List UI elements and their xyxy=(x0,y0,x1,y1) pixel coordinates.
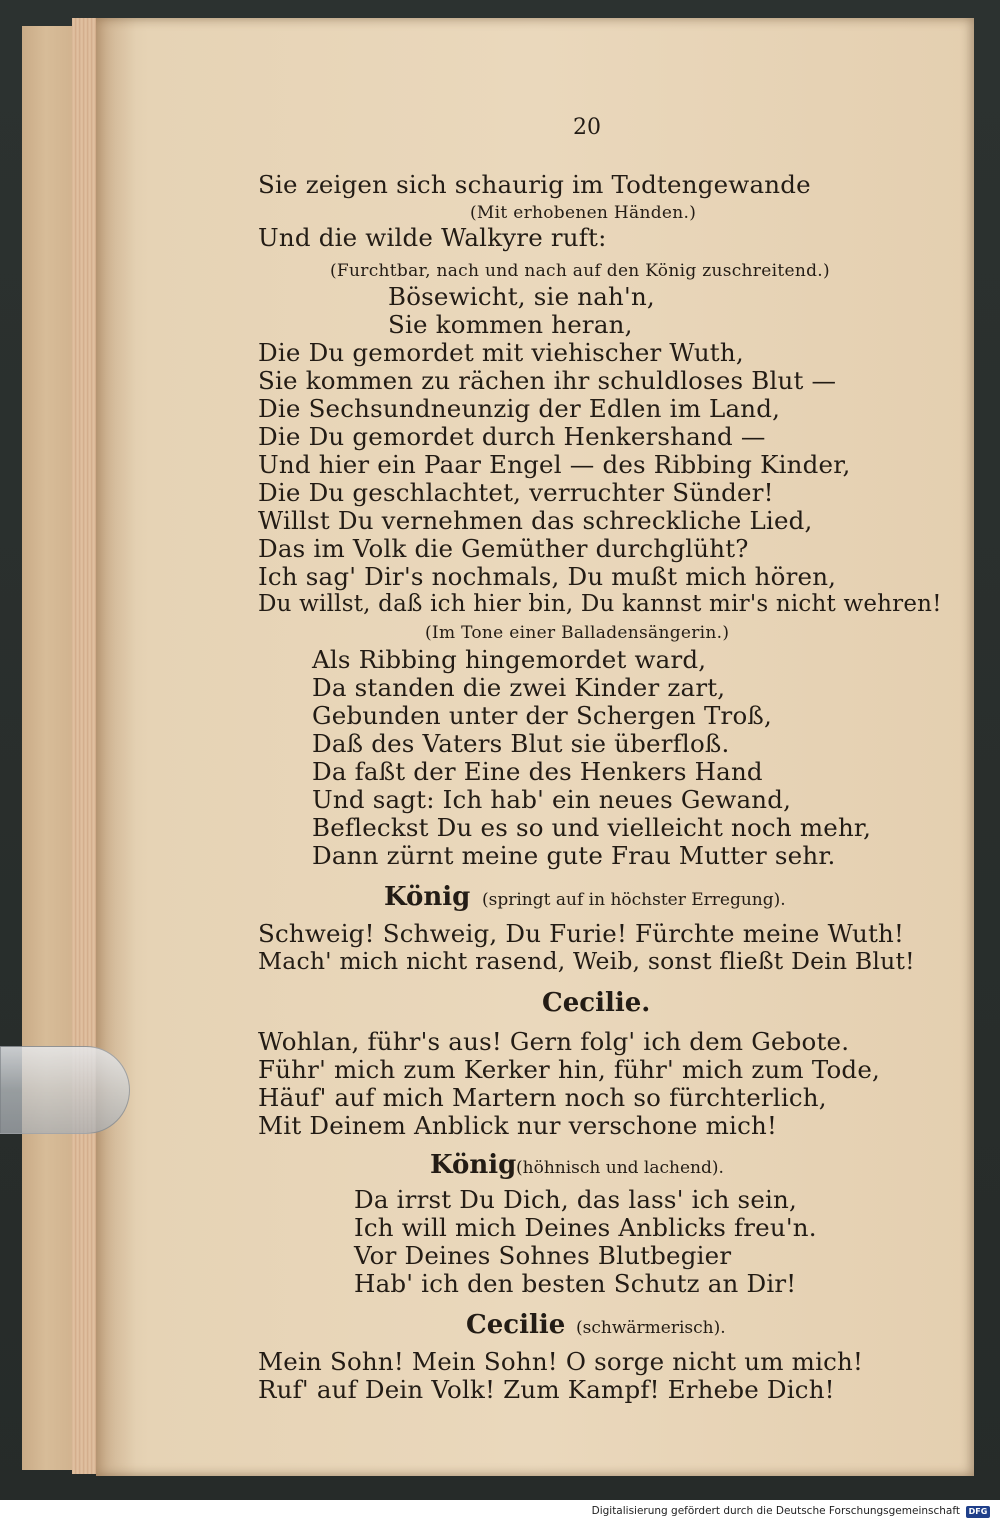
text-line: Häuf' auf mich Martern noch so fürchterlich, xyxy=(258,1083,827,1112)
page-number: 20 xyxy=(573,115,601,140)
text-line: Und sagt: Ich hab' ein neues Gewand, xyxy=(312,785,792,814)
page-stack-edges xyxy=(72,18,98,1474)
text-line: Du willst, daß ich hier bin, Du kannst mir's nicht wehren! xyxy=(258,591,942,617)
text-line: Mach' mich nicht rasend, Weib, sonst fließt Dein Blut! xyxy=(258,947,915,975)
text-line: Sie kommen zu rächen ihr schuldloses Blut — xyxy=(258,366,837,395)
text-line: Sie zeigen sich schaurig im Todtengewande xyxy=(258,170,811,199)
speaker-name: Cecilie xyxy=(466,1310,566,1340)
text-line: Vor Deines Sohnes Blutbegier xyxy=(354,1241,732,1270)
text-line: Und die wilde Walkyre ruft: xyxy=(258,223,607,252)
text-line: Die Du gemordet durch Henkershand — xyxy=(258,422,766,451)
text-line: Gebunden unter der Schergen Troß, xyxy=(312,701,772,730)
stage-direction: (Mit erhobenen Händen.) xyxy=(470,203,697,223)
text-line: Bösewicht, sie nah'n, xyxy=(388,282,655,311)
text-line: Da faßt der Eine des Henkers Hand xyxy=(312,757,763,786)
text-line: Wohlan, führ's aus! Gern folg' ich dem Gebote. xyxy=(258,1027,850,1056)
text-line: Daß des Vaters Blut sie überfloß. xyxy=(312,729,730,758)
text-line: Ruf' auf Dein Volk! Zum Kampf! Erhebe Dich! xyxy=(258,1375,835,1404)
text-line: Mein Sohn! Mein Sohn! O sorge nicht um mich! xyxy=(258,1347,864,1376)
text-line: Schweig! Schweig, Du Furie! Fürchte meine Wuth! xyxy=(258,919,905,948)
text-line: Befleckst Du es so und vielleicht noch mehr, xyxy=(312,813,872,842)
text-line: Die Sechsundneunzig der Edlen im Land, xyxy=(258,394,781,423)
stage-direction: (höhnisch und lachend). xyxy=(516,1158,724,1178)
text-line: Führ' mich zum Kerker hin, führ' mich zum Tode, xyxy=(258,1055,881,1084)
text-line: Die Du gemordet mit viehischer Wuth, xyxy=(258,338,744,367)
page-gutter-shadow xyxy=(96,18,136,1476)
footer-credit: Digitalisierung gefördert durch die Deutsche Forschungsgemeinschaft xyxy=(591,1505,960,1517)
stage-direction: (Furchtbar, nach und nach auf den König zuschreitend.) xyxy=(330,261,830,281)
text-line: Das im Volk die Gemüther durchglüht? xyxy=(258,534,749,563)
text-line: Dann zürnt meine gute Frau Mutter sehr. xyxy=(312,841,836,870)
speaker-name: König xyxy=(430,1150,517,1180)
text-line: Sie kommen heran, xyxy=(388,310,633,339)
text-line: Als Ribbing hingemordet ward, xyxy=(312,645,707,674)
speaker-name: König xyxy=(384,882,471,912)
text-line: Die Du geschlachtet, verruchter Sünder! xyxy=(258,478,774,507)
text-line: Hab' ich den besten Schutz an Dir! xyxy=(354,1269,797,1298)
speaker-name: Cecilie. xyxy=(542,988,651,1018)
stage-direction: (springt auf in höchster Erregung). xyxy=(482,890,786,910)
text-line: Ich will mich Deines Anblicks freu'n. xyxy=(354,1213,817,1242)
text-line: Da standen die zwei Kinder zart, xyxy=(312,673,726,702)
text-line: Willst Du vernehmen das schreckliche Lied, xyxy=(258,506,813,535)
text-line: Ich sag' Dir's nochmals, Du mußt mich hören, xyxy=(258,562,837,591)
text-line: Mit Deinem Anblick nur verschone mich! xyxy=(258,1111,778,1140)
stage-direction: (Im Tone einer Balladensängerin.) xyxy=(425,623,730,643)
text-line: Da irrst Du Dich, das lass' ich sein, xyxy=(354,1185,798,1214)
dfg-logo: DFG xyxy=(966,1506,990,1518)
plastic-page-clip xyxy=(0,1046,130,1134)
stage-direction: (schwärmerisch). xyxy=(576,1318,726,1338)
text-line: Und hier ein Paar Engel — des Ribbing Kinder, xyxy=(258,450,851,479)
